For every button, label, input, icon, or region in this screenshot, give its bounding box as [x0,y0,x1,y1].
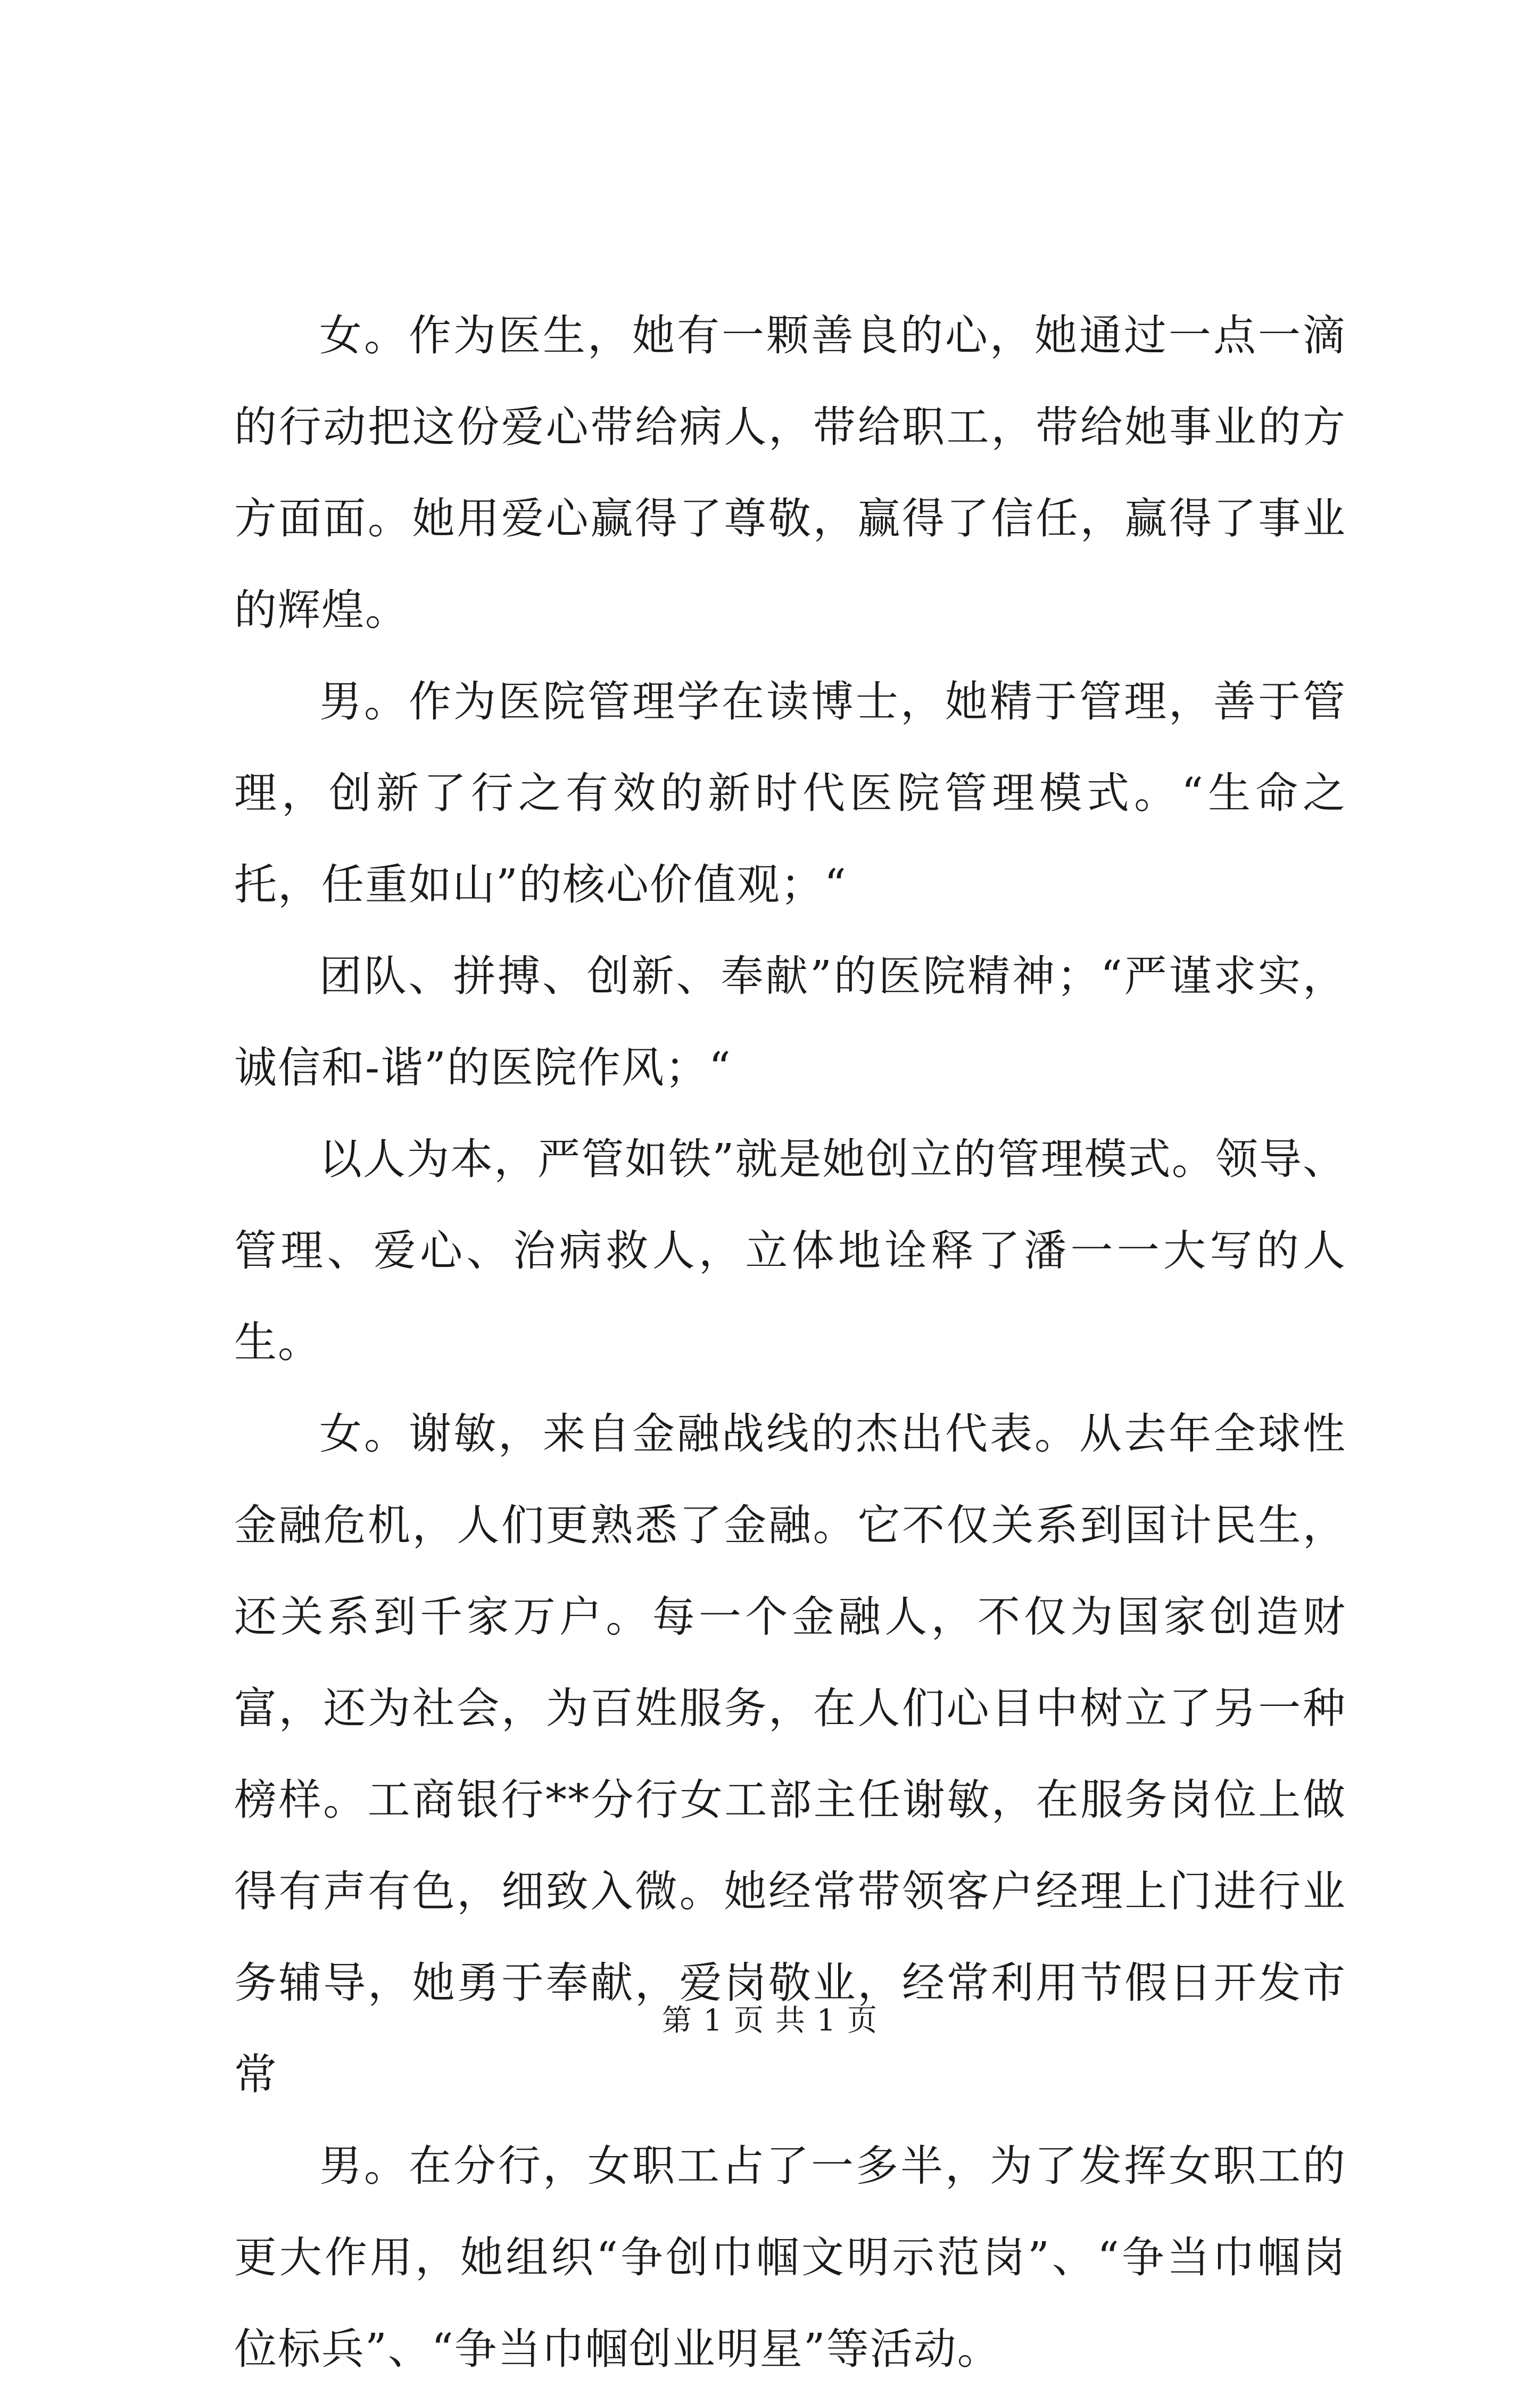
paragraph-5: 女。谢敏，来自金融战线的杰出代表。从去年全球性金融危机，人们更熟悉了金融。它不仅关系到国计民生，还关系到千家万户。每一个金融人，不仅为国家创造财富，还为社会，为百姓服务，在人们心目中树立了另一种榜样。工商银行**分行女工部主任谢敏，在服务岗位上做得有声有色，细致入微。她经常带领客户经理上门进行业务辅导，她勇于奉献，爱岗敬业，经常利用节假日开发市常 [234,1409,1346,2099]
page-footer: 第 1 页 共 1 页 [661,2003,879,2038]
paragraph-3: 团队、拼搏、创新、奉献”的医院精神；“严谨求实，诚信和-谐”的医院作风；“ [234,951,1346,1092]
paragraph-4: 以人为本，严管如铁”就是她创立的管理模式。领导、管理、爱心、治病救人，立体地诠释了潘一一大写的人生。 [234,1134,1346,1367]
paragraph-6: 男。在分行，女职工占了一多半，为了发挥女职工的更大作用，她组织“争创巾帼文明示范岗”、“争当巾帼岗位标兵”、“争当巾帼创业明星”等活动。 [234,2141,1346,2374]
paragraph-2: 男。作为医院管理学在读博士，她精于管理，善于管理，创新了行之有效的新时代医院管理模式。“生命之托，任重如山”的核心价值观；“ [234,677,1346,909]
paragraph-1: 女。作为医生，她有一颗善良的心，她通过一点一滴的行动把这份爱心带给病人，带给职工，带给她事业的方方面面。她用爱心赢得了尊敬，赢得了信任，赢得了事业的辉煌。 [234,311,1346,635]
document-body [234,290,1346,2395]
